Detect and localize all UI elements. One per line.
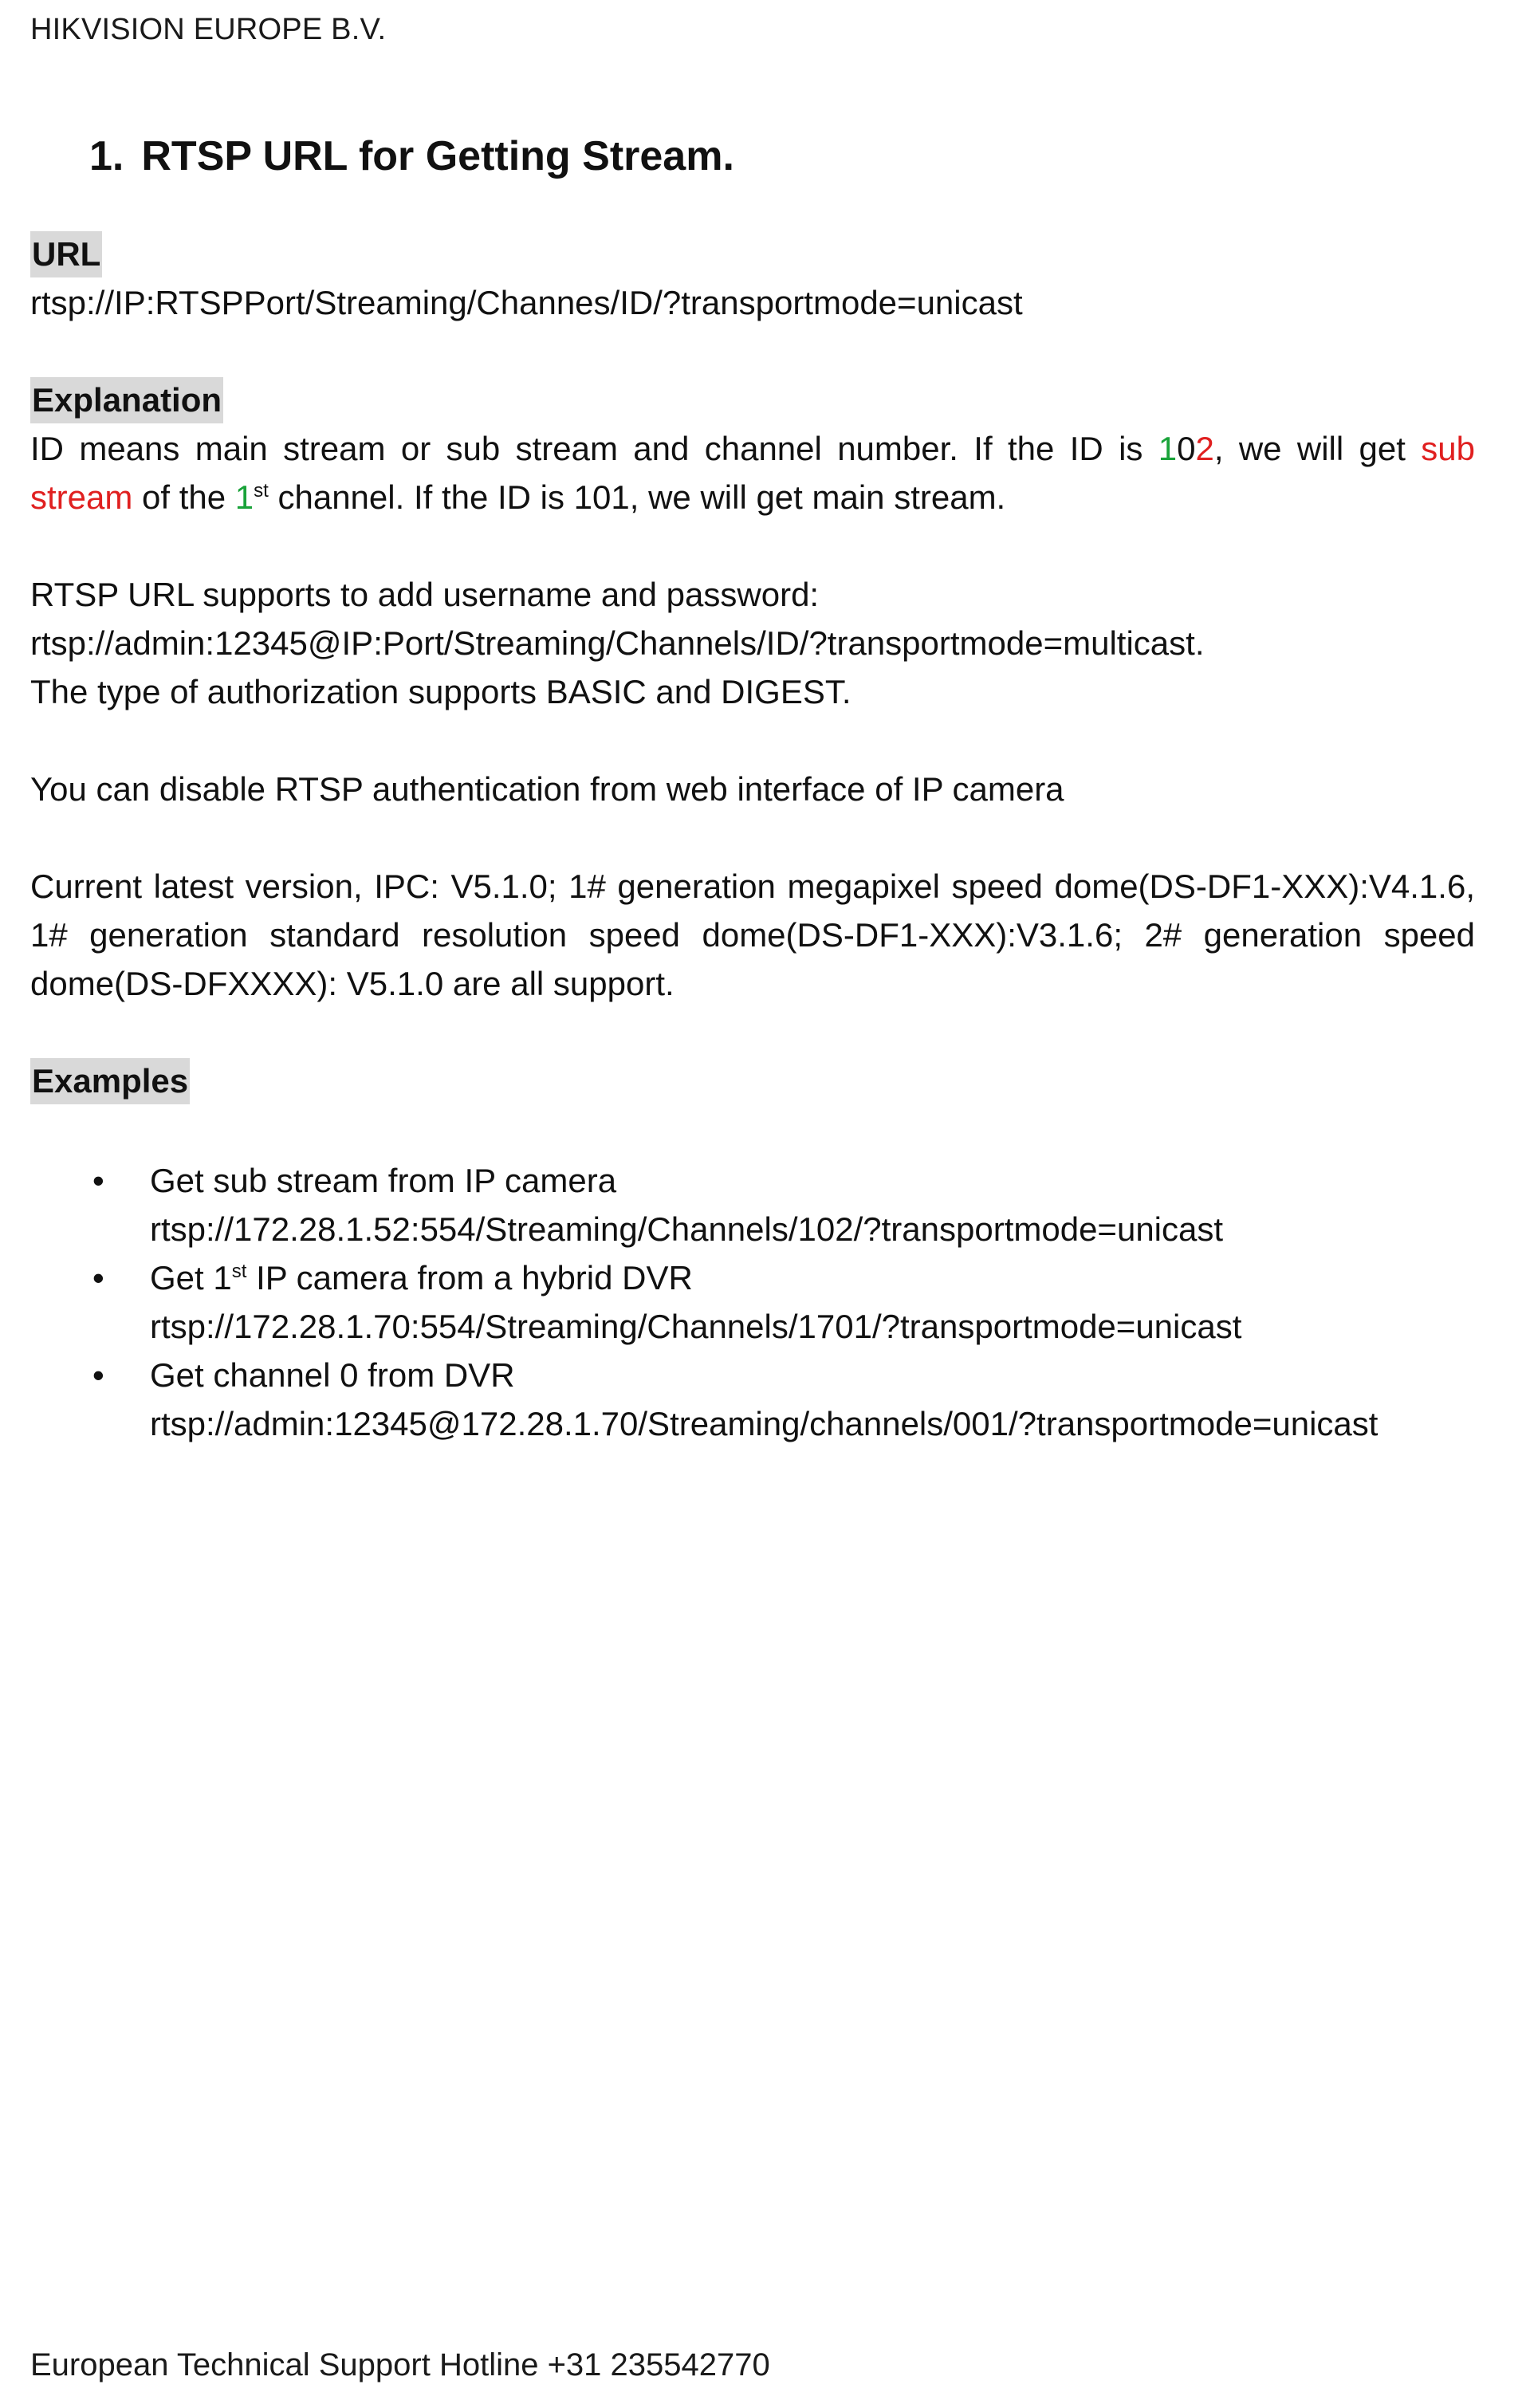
id-red-digit: 2 <box>1195 430 1214 467</box>
url-label: URL <box>30 231 102 277</box>
example-title: Get sub stream from IP camera <box>150 1162 617 1199</box>
id-green-digit: 1 <box>1158 430 1178 467</box>
auth-types: The type of authorization supports BASIC and DIGEST. <box>30 673 851 710</box>
list-item <box>30 1351 1475 1448</box>
page-header: HIKVISION EUROPE B.V. <box>30 13 387 46</box>
explanation-paragraph: ID means main stream or sub stream and channel number. If the ID is 102, we will get sub stream of the 1st channel. If the ID is 101, we will get main stream. <box>30 430 1476 516</box>
bullet-icon: • <box>92 1162 104 1199</box>
example-url: rtsp://172.28.1.52:554/Streaming/Channels/102/?transportmode=unicast <box>150 1210 1224 1248</box>
auth-url: rtsp://admin:12345@IP:Port/Streaming/Channels/ID/?transportmode=multicast. <box>30 624 1205 662</box>
examples-list <box>30 1156 1475 1448</box>
sub-stream-text: sub stream <box>30 430 1476 516</box>
list-item <box>30 1253 1475 1351</box>
first-channel-ordinal: st <box>254 480 269 502</box>
auth-intro: RTSP URL supports to add username and password: <box>30 576 820 613</box>
url-template: rtsp://IP:RTSPPort/Streaming/Channes/ID/?transportmode=unicast <box>30 284 1023 321</box>
examples-label: Examples <box>30 1058 190 1104</box>
document-body <box>30 230 1475 1448</box>
bullet-icon: • <box>92 1259 104 1296</box>
disable-auth-note: You can disable RTSP authentication from web interface of IP camera <box>30 770 1064 808</box>
section-title <box>89 132 734 180</box>
section-number: 1. <box>89 133 124 179</box>
example-url: rtsp://172.28.1.70:554/Streaming/Channels/1701/?transportmode=unicast <box>150 1308 1242 1345</box>
explanation-label: Explanation <box>30 377 223 423</box>
list-item <box>30 1156 1475 1253</box>
example-url: rtsp://admin:12345@172.28.1.70/Streaming/channels/001/?transportmode=unicast <box>150 1405 1379 1442</box>
example-title: Get channel 0 from DVR <box>150 1356 515 1394</box>
page-footer: European Technical Support Hotline +31 235542770 <box>30 2347 770 2382</box>
bullet-icon: • <box>92 1356 104 1394</box>
section-title-text: RTSP URL for Getting Stream. <box>141 133 734 179</box>
first-channel-number: 1 <box>234 478 254 516</box>
example-title: Get 1st IP camera from a hybrid DVR <box>150 1259 693 1296</box>
version-paragraph: Current latest version, IPC: V5.1.0; 1# generation megapixel speed dome(DS-DF1-XXX):V4.1.6, 1# generation standard resolution speed dome(DS-DF1-XXX):V3.1.6; 2# generation speed dome(DS-DFXXXX): V5.1.0 are all support. <box>30 868 1475 1002</box>
